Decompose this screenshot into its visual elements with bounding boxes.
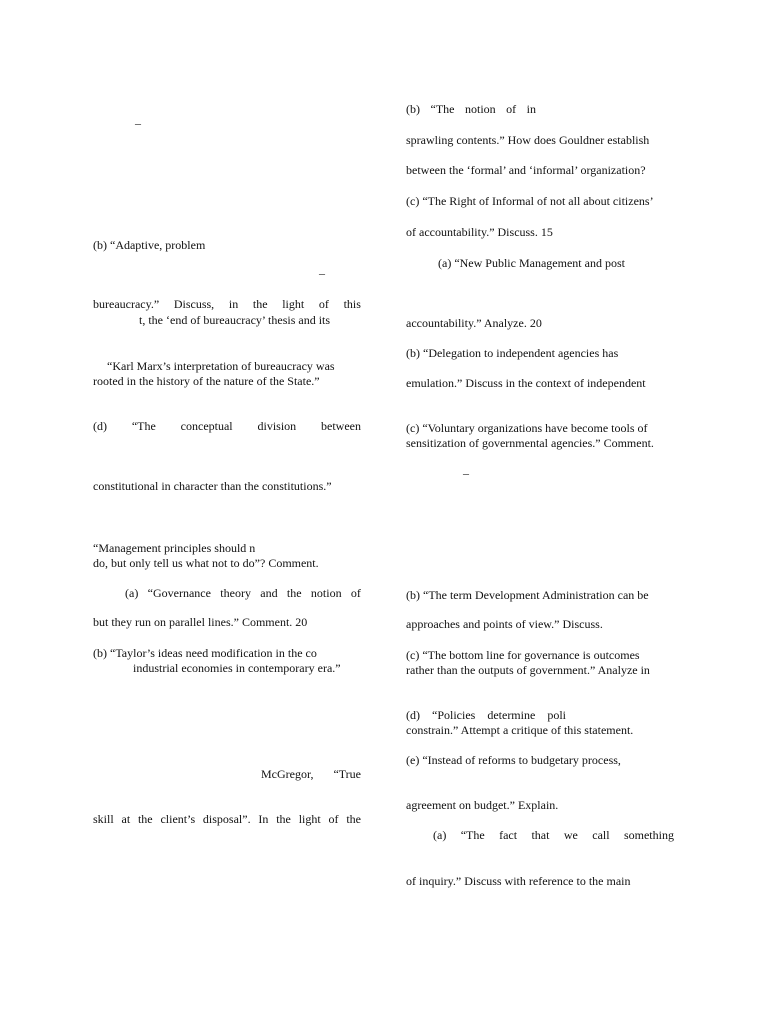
sprawling-line: sprawling contents.” How does Gouldner establish — [406, 133, 650, 147]
accountability-20-line: accountability.” Analyze. 20 — [406, 316, 542, 330]
word: this — [343, 297, 361, 311]
word: bureaucracy.” — [93, 297, 160, 311]
question-b-adaptive: (b) “Adaptive, problem — [93, 238, 206, 252]
parallel-lines-line: but they run on parallel lines.” Comment. 20 — [93, 615, 308, 629]
word: “True — [333, 767, 361, 781]
question-b-notion — [406, 102, 536, 117]
question-a-governance — [125, 586, 361, 601]
word: (d) — [406, 708, 420, 722]
word: “The — [460, 828, 485, 842]
mcgregor-line — [261, 767, 361, 782]
of-inquiry-line: of inquiry.” Discuss with reference to the main — [406, 874, 631, 888]
word: in — [526, 102, 536, 116]
skill-line: skill at the client’s disposal”. In the light of the — [93, 812, 361, 826]
question-e-instead: (e) “Instead of reforms to budgetary process, — [406, 753, 621, 767]
agreement-line: agreement on budget.” Explain. — [406, 798, 559, 812]
word: (a) — [125, 586, 139, 600]
word: McGregor, — [261, 767, 314, 781]
word: (d) — [93, 419, 107, 433]
marx-quote-line-1: “Karl Marx’s interpretation of bureaucracy was — [107, 359, 335, 373]
word: between — [321, 419, 361, 433]
constrain-line: constrain.” Attempt a critique of this statement. — [406, 723, 634, 737]
word: “The — [430, 102, 455, 116]
question-a-npm: (a) “New Public Management and post — [438, 256, 625, 270]
question-d-conceptual — [93, 419, 361, 434]
word: (b) — [406, 102, 420, 116]
word: and — [260, 586, 278, 600]
accountability-15-line: of accountability.” Discuss. 15 — [406, 225, 553, 239]
word: “Governance — [147, 586, 211, 600]
word: determine — [487, 708, 536, 722]
word: conceptual — [180, 419, 233, 433]
word: of — [506, 102, 517, 116]
question-c-voluntary-line-2: sensitization of governmental agencies.” Comment. — [406, 436, 654, 450]
word: notion — [310, 586, 342, 600]
question-a-fact — [433, 828, 674, 843]
word: something — [623, 828, 674, 842]
word: (a) — [433, 828, 447, 842]
question-d-policies — [406, 708, 566, 723]
question-b-dev-admin: (b) “The term Development Administration can be — [406, 588, 649, 602]
question-c-bottom-line-1: (c) “The bottom line for governance is outcomes — [406, 648, 640, 662]
word: poli — [547, 708, 566, 722]
question-c-voluntary-line-1: (c) “Voluntary organizations have become tools of — [406, 421, 648, 435]
constitutional-line: constitutional in character than the constitutions.” — [93, 479, 332, 493]
word: “Policies — [432, 708, 476, 722]
word: light — [282, 297, 305, 311]
word: theory — [220, 586, 251, 600]
dash-mark: – — [319, 266, 325, 280]
word: notion — [464, 102, 496, 116]
question-b-taylor-line-2: industrial economies in contemporary era.” — [133, 661, 341, 675]
management-quote-line-2: do, but only tell us what not to do”? Comment. — [93, 556, 319, 570]
word: fact — [499, 828, 518, 842]
question-c-bottom-line-2: rather than the outputs of government.” Analyze in — [406, 663, 650, 677]
word: that — [531, 828, 550, 842]
approaches-line: approaches and points of view.” Discuss. — [406, 617, 603, 631]
question-b-delegation: (b) “Delegation to independent agencies has — [406, 346, 619, 360]
word: of — [318, 297, 329, 311]
question-b-taylor-line-1: (b) “Taylor’s ideas need modification in the co — [93, 646, 317, 660]
marx-quote-line-2: rooted in the history of the nature of the State.” — [93, 374, 320, 388]
word: in — [228, 297, 239, 311]
formal-informal-line: between the ‘formal’ and ‘informal’ organization? — [406, 163, 646, 177]
dash-mark: – — [135, 116, 141, 130]
word: we — [563, 828, 578, 842]
emulation-line: emulation.” Discuss in the context of independent — [406, 376, 646, 390]
word: the — [286, 586, 302, 600]
question-c-right: (c) “The Right of Informal of not all about citizens’ — [406, 194, 654, 208]
word: “The — [131, 419, 156, 433]
word: of — [350, 586, 361, 600]
management-quote-line-1: “Management principles should n — [93, 541, 256, 555]
word: call — [592, 828, 610, 842]
bureaucracy-discuss-line — [93, 297, 361, 312]
end-of-bureaucracy-line: t, the ‘end of bureaucracy’ thesis and its — [139, 313, 331, 327]
dash-mark: – — [463, 466, 469, 480]
word: the — [252, 297, 268, 311]
word: division — [257, 419, 297, 433]
word: Discuss, — [173, 297, 215, 311]
